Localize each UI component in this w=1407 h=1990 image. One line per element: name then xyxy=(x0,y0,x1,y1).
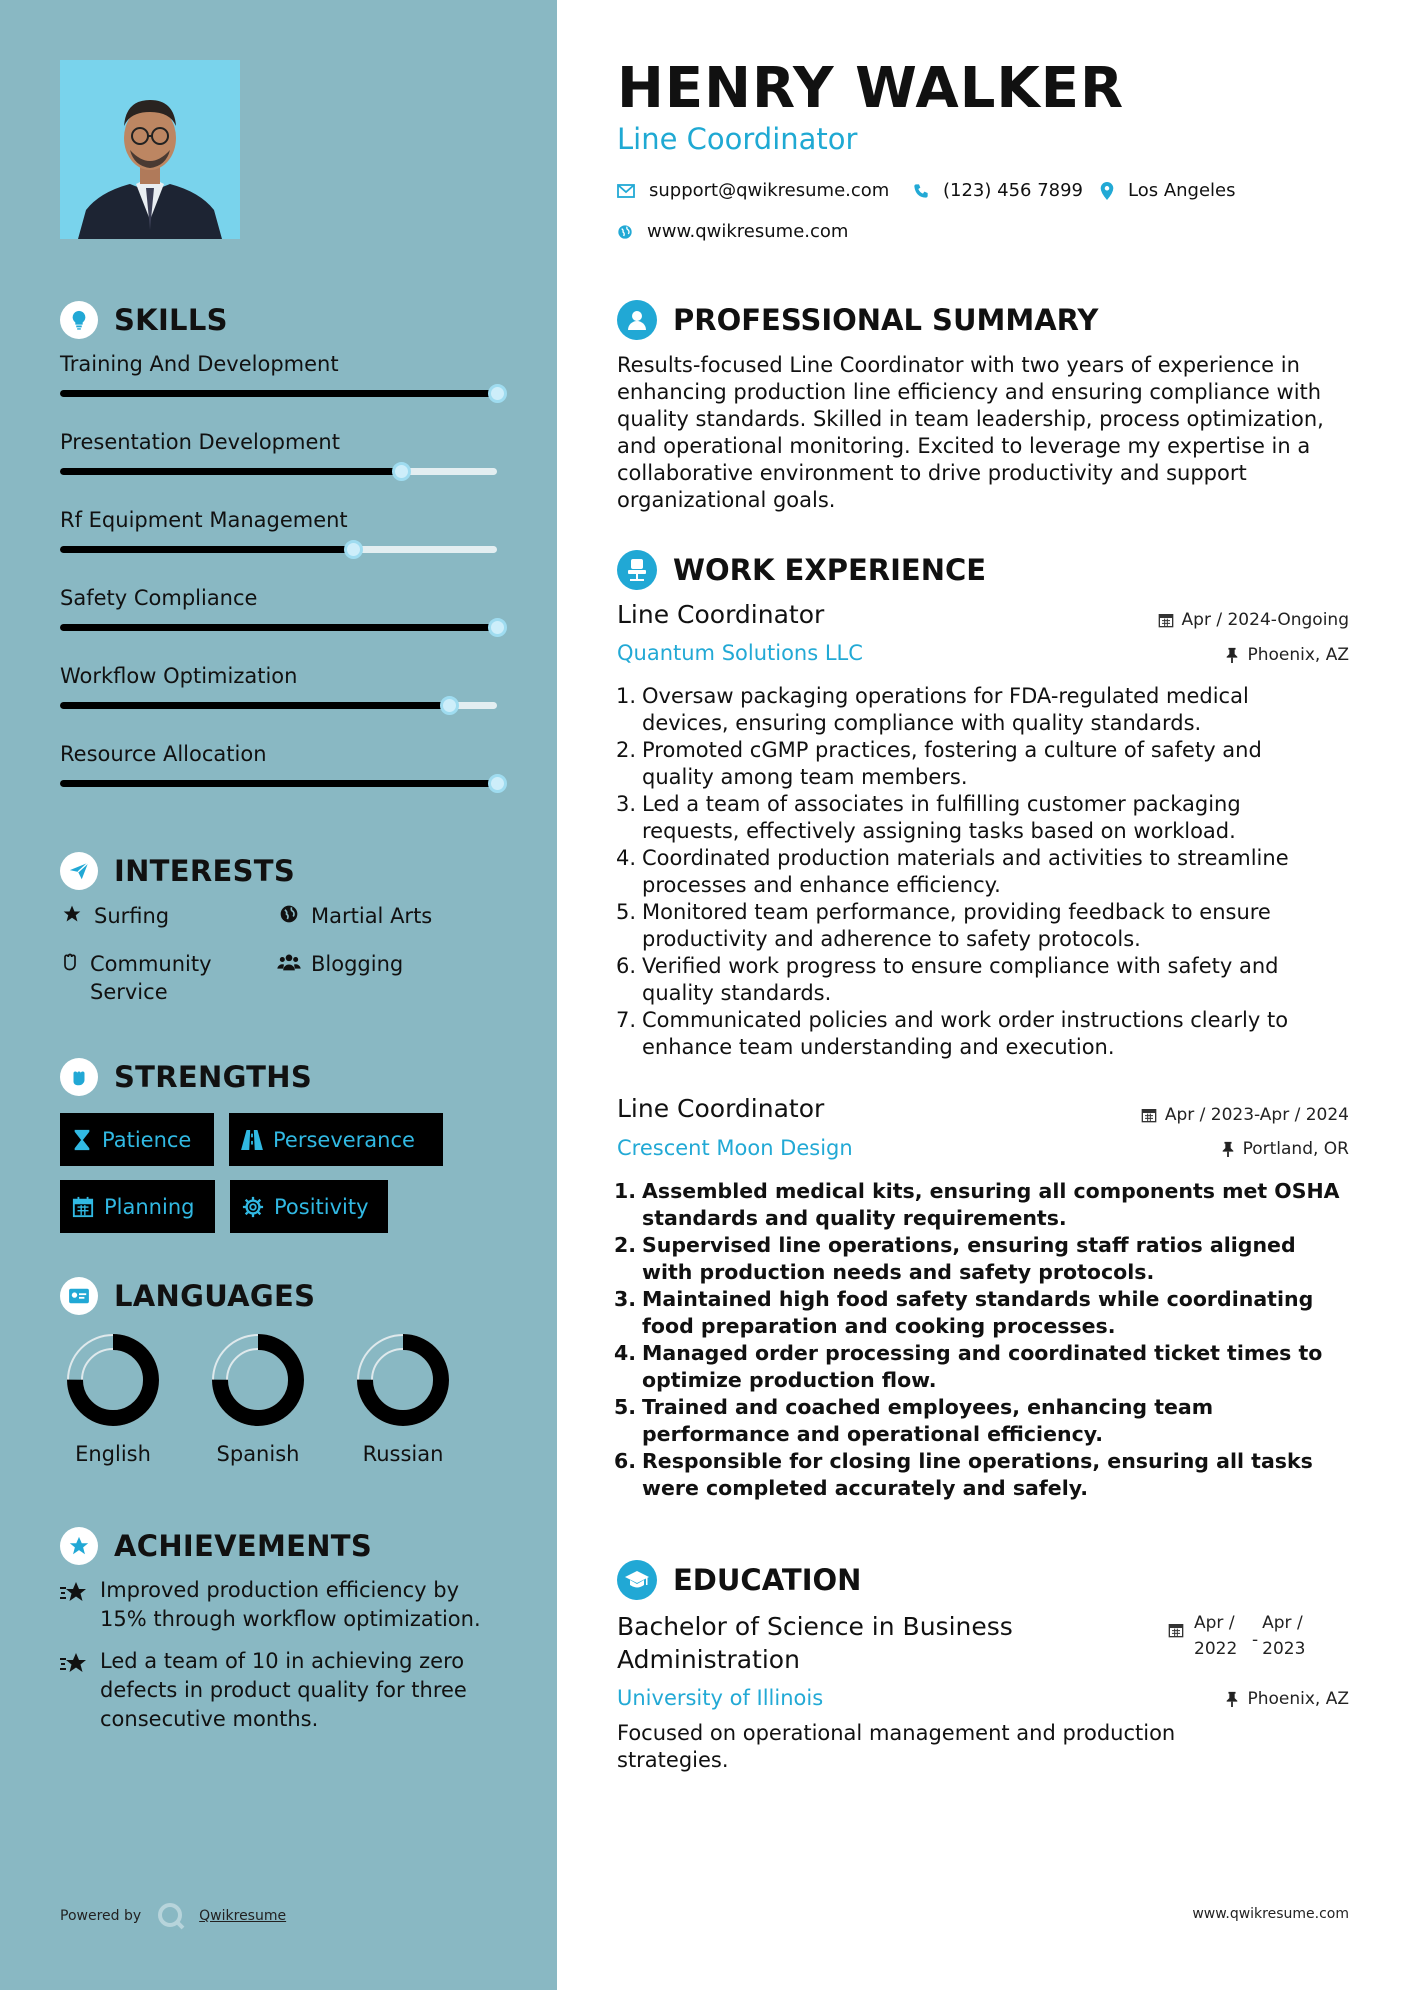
language-ring xyxy=(210,1332,306,1428)
achievement-text: Led a team of 10 in achieving zero defects in product quality for three consecutive months. xyxy=(100,1649,467,1731)
bullet-number: 6. xyxy=(613,1449,636,1473)
degree-name: Bachelor of Science in Business Administration xyxy=(617,1612,1013,1674)
bullet-item xyxy=(610,899,1340,953)
trophy-star-icon xyxy=(60,1647,100,1734)
calendar-icon xyxy=(1168,1622,1184,1670)
map-pin-icon xyxy=(1100,182,1114,200)
bullet-number: 5. xyxy=(613,1395,636,1419)
bullet-text: Communicated policies and work order instructions clearly to enhance team understanding and execution. xyxy=(642,1008,1289,1059)
skill-label: Workflow Optimization xyxy=(60,664,298,688)
company-name: Crescent Moon Design xyxy=(617,1136,853,1160)
bullet-item xyxy=(610,1394,1340,1448)
skills-header xyxy=(60,301,228,339)
experience-title: WORK EXPERIENCE xyxy=(673,553,987,587)
bullet-text: Monitored team performance, providing feedback to ensure productivity and adherence to safety protocols. xyxy=(642,900,1271,951)
bullet-item xyxy=(610,791,1340,845)
pushpin-icon xyxy=(1225,647,1239,663)
bullet-item xyxy=(610,737,1340,791)
bullet-item xyxy=(610,1448,1340,1502)
achievements-title: ACHIEVEMENTS xyxy=(114,1529,373,1563)
bullet-item xyxy=(610,845,1340,899)
contact-email[interactable] xyxy=(617,180,889,201)
skill-item xyxy=(60,352,500,376)
language-label: Russian xyxy=(362,1442,444,1466)
strengths-title: STRENGTHS xyxy=(114,1060,313,1094)
strength-label: Perseverance xyxy=(273,1127,415,1152)
bullet-item xyxy=(610,683,1340,737)
skill-fill xyxy=(60,390,497,397)
skill-bar xyxy=(60,390,497,397)
qwikresume-link[interactable]: Qwikresume xyxy=(199,1908,287,1924)
bullet-text: Maintained high food safety standards while coordinating food preparation and cooking processes. xyxy=(642,1287,1314,1338)
bullet-text: Assembled medical kits, ensuring all components met OSHA standards and quality requirements. xyxy=(642,1179,1340,1230)
skill-fill xyxy=(60,468,401,475)
language-label: Spanish xyxy=(216,1442,300,1466)
skill-label: Training And Development xyxy=(60,352,339,376)
education-start: Apr / 2022 xyxy=(1194,1613,1238,1659)
summary-header xyxy=(617,300,1098,340)
contact-phone[interactable] xyxy=(913,180,1083,201)
bullet-number: 2. xyxy=(615,738,636,762)
star-icon xyxy=(60,902,84,924)
strength-tag xyxy=(230,1180,388,1233)
website-text: www.qwikresume.com xyxy=(647,221,849,242)
date-separator: - xyxy=(1252,1630,1259,1650)
hand-icon xyxy=(60,950,80,972)
footer-url[interactable]: www.qwikresume.com xyxy=(1192,1906,1349,1922)
skill-label: Rf Equipment Management xyxy=(60,508,348,532)
job-location xyxy=(1221,1139,1349,1159)
qwikresume-logo-icon xyxy=(157,1902,185,1930)
globe-icon xyxy=(617,224,633,240)
bullet-number: 6. xyxy=(615,954,636,978)
hourglass-icon xyxy=(72,1129,92,1151)
job-dates-text: Apr / 2023-Apr / 2024 xyxy=(1164,1105,1349,1125)
skill-item xyxy=(60,664,500,688)
languages-title: LANGUAGES xyxy=(114,1279,316,1313)
fist-icon xyxy=(60,1058,98,1096)
gear-icon xyxy=(242,1196,264,1218)
skill-bar xyxy=(60,468,497,475)
skill-item xyxy=(60,742,500,766)
skill-label: Resource Allocation xyxy=(60,742,267,766)
skill-fill xyxy=(60,780,497,787)
interest-label: Blogging xyxy=(311,952,404,976)
experience-header xyxy=(617,550,986,590)
job-dates-text: Apr / 2024-Ongoing xyxy=(1181,610,1349,630)
bullet-number: 3. xyxy=(615,792,636,816)
profile-photo xyxy=(60,60,240,239)
skill-handle xyxy=(488,774,507,793)
education-header xyxy=(617,1560,861,1600)
graduation-cap-icon xyxy=(617,1560,657,1600)
skill-item xyxy=(60,430,500,454)
chair-icon xyxy=(617,550,657,590)
pushpin-icon xyxy=(1221,1141,1235,1157)
bullet-text: Promoted cGMP practices, fostering a culture of safety and quality among team members. xyxy=(642,738,1262,789)
languages-header xyxy=(60,1277,315,1315)
skill-item xyxy=(60,508,500,532)
powered-by-label: Powered by xyxy=(60,1908,142,1924)
user-icon xyxy=(617,300,657,340)
bullet-number: 4. xyxy=(613,1341,636,1365)
globe-icon xyxy=(277,902,301,924)
bullet-number: 1. xyxy=(613,1179,636,1203)
bullet-item xyxy=(610,953,1340,1007)
company-name: Quantum Solutions LLC xyxy=(617,641,863,665)
language-item xyxy=(188,1332,328,1466)
users-icon xyxy=(277,950,301,972)
strengths-header xyxy=(60,1058,312,1096)
skill-handle xyxy=(488,384,507,403)
job-responsibilities xyxy=(610,683,1340,1061)
star-badge-icon xyxy=(60,1527,98,1565)
bullet-number: 1. xyxy=(615,684,636,708)
trophy-star-icon xyxy=(60,1576,100,1634)
candidate-name: HENRY WALKER xyxy=(617,56,1125,121)
bullet-text: Supervised line operations, ensuring staff ratios aligned with production needs and safety protocols. xyxy=(642,1233,1296,1284)
interest-label: Community Service xyxy=(90,952,212,1004)
envelope-icon xyxy=(617,184,635,198)
skill-fill xyxy=(60,624,497,631)
bullet-text: Responsible for closing line operations, ensuring all tasks were completed accurately and safely. xyxy=(642,1449,1313,1500)
interest-item xyxy=(60,902,169,930)
job-location xyxy=(1225,645,1349,665)
job-location-text: Portland, OR xyxy=(1242,1139,1349,1159)
job-title: Line Coordinator xyxy=(617,1094,825,1123)
job-responsibilities xyxy=(610,1178,1340,1502)
language-item xyxy=(333,1332,473,1466)
bullet-item xyxy=(610,1340,1340,1394)
location-text: Los Angeles xyxy=(1128,180,1236,201)
summary-text: Results-focused Line Coordinator with two years of experience in enhancing production line efficiency and ensuring compliance with quality standards. Skilled in team leadership, process optimization, and operational monitoring. Excited to leverage my expertise in a collaborative environment to drive productivity and support organizational goals. xyxy=(617,353,1324,512)
bullet-text: Oversaw packaging operations for FDA-regulated medical devices, ensuring compliance with quality standards. xyxy=(642,684,1249,735)
interests-header xyxy=(60,852,295,890)
candidate-role: Line Coordinator xyxy=(617,122,858,156)
phone-text: (123) 456 7899 xyxy=(943,180,1084,201)
bullet-number: 2. xyxy=(613,1233,636,1257)
skills-title: SKILLS xyxy=(114,303,228,337)
education-description: Focused on operational management and production strategies. xyxy=(617,1721,1176,1772)
skill-bar xyxy=(60,702,497,709)
achievement-text: Improved production efficiency by 15% through workflow optimization. xyxy=(100,1578,481,1631)
powered-by xyxy=(60,1902,286,1930)
skill-fill xyxy=(60,702,449,709)
bullet-item xyxy=(610,1232,1340,1286)
bullet-number: 4. xyxy=(615,846,636,870)
language-item xyxy=(43,1332,183,1466)
strength-tag xyxy=(229,1113,443,1166)
bullet-number: 7. xyxy=(615,1008,636,1032)
language-ring xyxy=(65,1332,161,1428)
skill-fill xyxy=(60,546,353,553)
strength-label: Positivity xyxy=(274,1194,369,1219)
skill-bar xyxy=(60,780,497,787)
achievements-header xyxy=(60,1527,372,1565)
education-location-text: Phoenix, AZ xyxy=(1247,1689,1349,1709)
job-title: Line Coordinator xyxy=(617,600,825,629)
lightbulb-icon xyxy=(60,301,98,339)
education-dates xyxy=(1168,1610,1316,1670)
education-title: EDUCATION xyxy=(673,1563,862,1597)
paper-plane-icon xyxy=(60,852,98,890)
language-label: English xyxy=(75,1442,151,1466)
strength-label: Patience xyxy=(102,1127,192,1152)
calendar-icon xyxy=(72,1196,94,1218)
skill-handle xyxy=(488,618,507,637)
contact-website[interactable] xyxy=(617,221,848,242)
skill-handle xyxy=(344,540,363,559)
sidebar xyxy=(0,0,557,1990)
job-dates xyxy=(1141,1105,1349,1125)
education-end: Apr / 2023 xyxy=(1262,1613,1306,1659)
bullet-text: Led a team of associates in fulfilling customer packaging requests, effectively assigning tasks based on workload. xyxy=(642,792,1241,843)
bullet-text: Managed order processing and coordinated ticket times to optimize production flow. xyxy=(642,1341,1323,1392)
school-name: University of Illinois xyxy=(617,1686,824,1710)
phone-icon xyxy=(913,183,929,199)
skill-handle xyxy=(392,462,411,481)
id-card-icon xyxy=(60,1277,98,1315)
bullet-item xyxy=(610,1007,1340,1061)
bullet-item xyxy=(610,1178,1340,1232)
education-location xyxy=(1225,1689,1349,1709)
strength-tag xyxy=(60,1180,215,1233)
strength-label: Planning xyxy=(104,1194,195,1219)
email-text: support@qwikresume.com xyxy=(649,180,890,201)
bullet-number: 5. xyxy=(615,900,636,924)
skill-handle xyxy=(440,696,459,715)
calendar-icon xyxy=(1141,1107,1157,1123)
bullet-item xyxy=(610,1286,1340,1340)
achievement-item xyxy=(60,1576,500,1634)
skill-label: Presentation Development xyxy=(60,430,340,454)
interest-item xyxy=(60,950,240,1006)
language-ring xyxy=(355,1332,451,1428)
bullet-number: 3. xyxy=(613,1287,636,1311)
bullet-text: Coordinated production materials and activities to streamline processes and enhance efficiency. xyxy=(642,846,1289,897)
interests-title: INTERESTS xyxy=(114,854,296,888)
interest-label: Martial Arts xyxy=(311,904,433,928)
contact-location xyxy=(1100,180,1236,201)
job-location-text: Phoenix, AZ xyxy=(1247,645,1349,665)
skill-bar xyxy=(60,546,497,553)
achievement-item xyxy=(60,1647,500,1734)
job-dates xyxy=(1158,610,1349,630)
interest-label: Surfing xyxy=(94,904,170,928)
interest-item xyxy=(277,950,403,978)
bullet-text: Verified work progress to ensure compliance with safety and quality standards. xyxy=(642,954,1279,1005)
skill-bar xyxy=(60,624,497,631)
pushpin-icon xyxy=(1225,1691,1239,1707)
summary-title: PROFESSIONAL SUMMARY xyxy=(673,303,1099,337)
calendar-icon xyxy=(1158,612,1174,628)
skill-item xyxy=(60,586,500,610)
bullet-text: Trained and coached employees, enhancing team performance and operational efficiency. xyxy=(642,1395,1214,1446)
interest-item xyxy=(277,902,432,930)
strength-tag xyxy=(60,1113,214,1166)
skill-label: Safety Compliance xyxy=(60,586,258,610)
road-icon xyxy=(241,1130,263,1150)
